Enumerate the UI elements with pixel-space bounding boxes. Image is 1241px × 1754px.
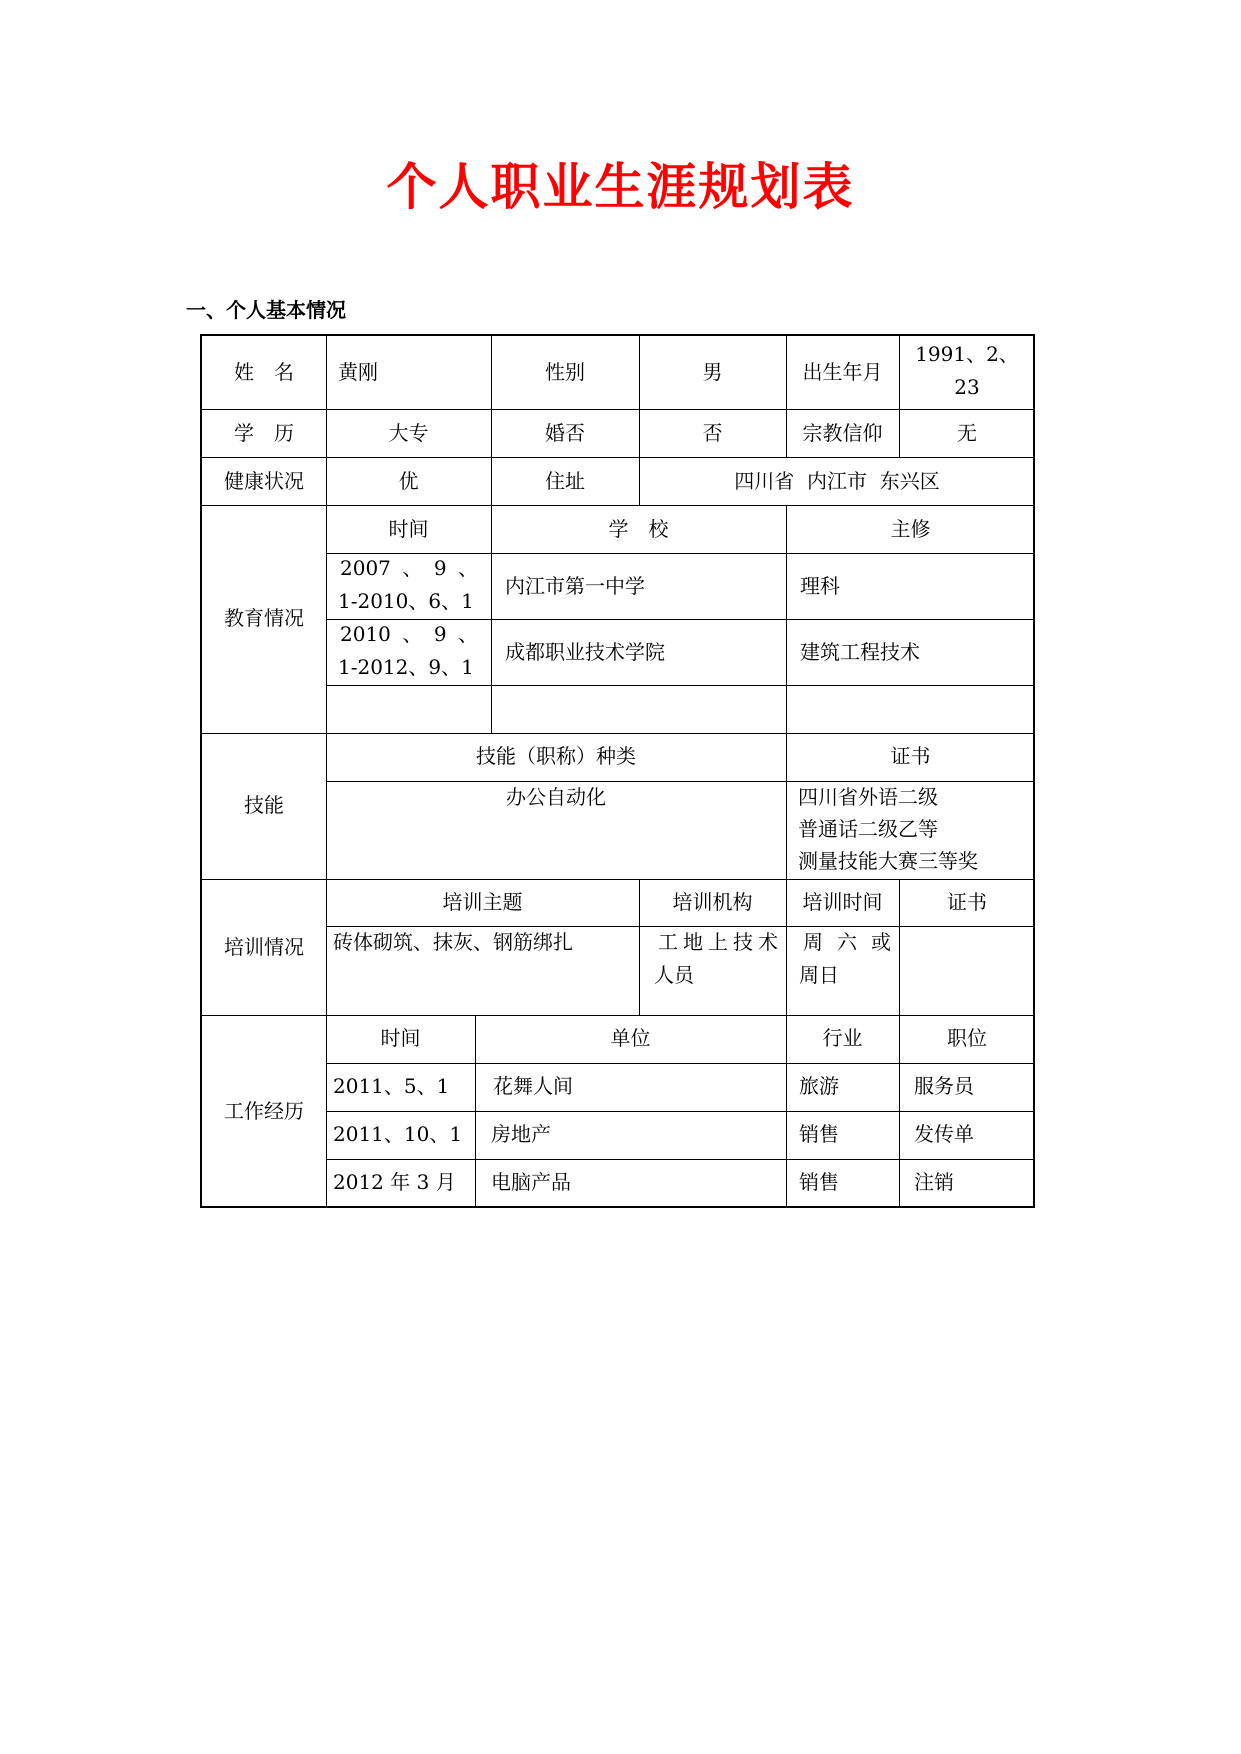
training-time-line-1	[803, 926, 891, 959]
skills-cert-2: 普通话二级乙等	[798, 817, 938, 841]
health-value: 优	[398, 469, 419, 493]
education-col-school: 学 校	[608, 517, 669, 541]
edu-row-1-time-part: 、	[458, 556, 478, 580]
training-org-char: 上	[708, 930, 728, 954]
edu-row-2-major: 建筑工程技术	[800, 640, 920, 664]
education-label: 学 历	[234, 421, 294, 445]
work-row-2-industry: 销售	[799, 1122, 839, 1146]
work-row-3-time: 2012 年 3 月	[333, 1170, 456, 1194]
section-heading-basic-info: 一、个人基本情况	[186, 298, 346, 322]
training-time-char: 或	[871, 930, 891, 954]
edu-row-1-time-line-1	[340, 552, 478, 585]
birth-value-line-2: 23	[954, 375, 980, 399]
document-title: 个人职业生涯规划表	[386, 158, 855, 216]
training-org-char: 工	[658, 930, 678, 954]
training-org-char: 技	[733, 930, 753, 954]
work-row-2-position: 发传单	[914, 1122, 974, 1146]
skills-col-cert: 证书	[890, 744, 931, 768]
skills-cert-3: 测量技能大赛三等奖	[798, 849, 978, 873]
training-col-cert: 证书	[947, 890, 987, 914]
training-org-line-2: 人员	[654, 963, 694, 987]
career-plan-form	[200, 334, 1035, 1208]
edu-row-1-time-part: 、	[402, 556, 423, 580]
work-row-3-position: 注销	[914, 1170, 954, 1194]
skills-section-label: 技能	[244, 793, 284, 817]
work-col-position: 职位	[947, 1026, 987, 1050]
health-label: 健康状况	[224, 469, 304, 493]
work-col-unit: 单位	[610, 1026, 651, 1050]
birth-label: 出生年月	[802, 360, 883, 384]
training-org-char: 术	[758, 930, 778, 954]
work-col-industry: 行业	[822, 1026, 863, 1050]
edu-row-2-time-part: 、	[402, 622, 423, 646]
work-row-2-time: 2011、10、1	[333, 1122, 463, 1146]
work-row-1-position: 服务员	[914, 1074, 974, 1098]
edu-row-2-time-line-2: 1-2012、9、1	[338, 655, 474, 679]
training-org-char: 地	[683, 930, 703, 954]
training-time-line-2: 周日	[799, 963, 839, 987]
training-time-char: 周	[803, 930, 823, 954]
edu-row-1-time-part: 2007	[340, 556, 391, 580]
training-col-time: 培训时间	[802, 890, 883, 914]
work-row-1-unit: 花舞人间	[493, 1074, 573, 1098]
gender-value: 男	[702, 360, 723, 384]
religion-label: 宗教信仰	[802, 421, 883, 445]
work-section-label: 工作经历	[224, 1099, 304, 1123]
skills-col-type: 技能（职称）种类	[476, 744, 636, 768]
training-org-line-1	[658, 926, 778, 959]
birth-value-line-1: 1991、2、	[915, 342, 1019, 366]
gender-label: 性别	[545, 360, 585, 384]
education-value: 大专	[388, 421, 429, 445]
edu-row-1-school: 内江市第一中学	[505, 574, 645, 598]
edu-row-2-time-line-1	[340, 618, 478, 651]
work-row-3-industry: 销售	[799, 1170, 839, 1194]
work-row-3-unit: 电脑产品	[491, 1170, 571, 1194]
training-topic: 砖体砌筑、抹灰、钢筋绑扎	[333, 930, 573, 954]
rule-work-row-2	[326, 1159, 1035, 1160]
education-col-time: 时间	[388, 517, 429, 541]
work-col-time: 时间	[380, 1026, 421, 1050]
edu-row-2-time-part: 2010	[340, 622, 391, 646]
work-row-1-industry: 旅游	[799, 1074, 839, 1098]
training-section-label: 培训情况	[224, 935, 304, 959]
training-time-char: 六	[837, 930, 857, 954]
work-row-2-unit: 房地产	[491, 1122, 551, 1146]
address-label: 住址	[545, 469, 585, 493]
skills-type-value: 办公自动化	[506, 785, 606, 809]
training-col-topic: 培训主题	[442, 890, 523, 914]
education-section-label: 教育情况	[224, 606, 304, 630]
edu-row-2-time-part: 9	[433, 622, 447, 646]
marital-value: 否	[702, 421, 723, 445]
work-row-1-time: 2011、5、1	[333, 1074, 450, 1098]
education-col-major: 主修	[890, 517, 931, 541]
skills-cert-1: 四川省外语二级	[798, 785, 938, 809]
edu-row-2-school: 成都职业技术学院	[505, 640, 665, 664]
edu-row-1-time-line-2: 1-2010、6、1	[338, 589, 474, 613]
rule-edu-row-2	[326, 685, 1035, 686]
address-value: 四川省 内江市 东兴区	[734, 469, 940, 493]
name-value: 黄刚	[338, 360, 378, 384]
marital-label: 婚否	[545, 421, 585, 445]
training-col-org: 培训机构	[672, 890, 753, 914]
name-label: 姓 名	[234, 360, 294, 384]
rule-work-header	[326, 1063, 1035, 1064]
rule-work-row-1	[326, 1111, 1035, 1112]
religion-value: 无	[957, 421, 977, 445]
edu-row-1-time-part: 9	[433, 556, 447, 580]
edu-row-2-time-part: 、	[458, 622, 478, 646]
edu-row-1-major: 理科	[800, 574, 840, 598]
